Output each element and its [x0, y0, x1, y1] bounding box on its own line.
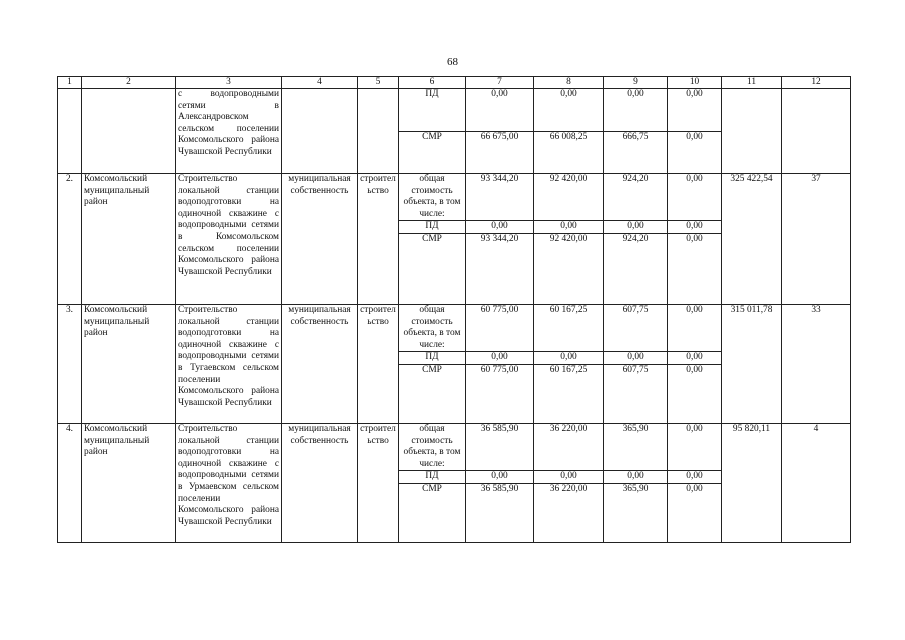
cell-num: 3.: [58, 304, 82, 423]
investment-table: [57, 76, 851, 543]
table-row-total: [58, 304, 851, 351]
cell-cost-label: общая стоимость объекта, в том числе:: [399, 423, 466, 470]
cell-value-10: 0,00: [668, 131, 722, 174]
cell-value-10: 0,00: [668, 423, 722, 470]
cell-num: 4.: [58, 423, 82, 542]
cell-value-9: 924,20: [604, 233, 668, 304]
cell-num: [58, 89, 82, 174]
cell-district: Комсомольский муниципальный район: [82, 304, 176, 423]
column-number: 6: [399, 77, 466, 89]
cell-object-name: с водопроводными сетями в Александровском сельском поселении Комсомольского района Чувашской Республики: [176, 89, 282, 174]
cell-value-7: 36 585,90: [466, 423, 534, 470]
column-number: 11: [722, 77, 782, 89]
cell-object-name: Строительство локальной станции водоподготовки на одиночной скважине с водопроводными сетями в Комсомольском сельском поселении Комсомольского района Чувашской Республики: [176, 174, 282, 305]
cell-col-12: 33: [782, 304, 851, 423]
cell-col-12: 4: [782, 423, 851, 542]
column-number: 4: [282, 77, 358, 89]
cell-type: [358, 89, 399, 174]
cell-cost-label: СМР: [399, 483, 466, 542]
cell-value-8: 60 167,25: [534, 364, 604, 423]
cell-district: Комсомольский муниципальный район: [82, 174, 176, 305]
cell-value-7: 0,00: [466, 471, 534, 484]
column-number: 5: [358, 77, 399, 89]
cell-district: [82, 89, 176, 174]
table-row-continuation-pd: [58, 89, 851, 132]
cell-cost-label: ПД: [399, 221, 466, 234]
cell-value-8: 0,00: [534, 352, 604, 365]
cell-value-10: 0,00: [668, 89, 722, 132]
cell-value-10: 0,00: [668, 174, 722, 221]
cell-value-10: 0,00: [668, 352, 722, 365]
cell-value-8: 36 220,00: [534, 423, 604, 470]
cell-value-10: 0,00: [668, 483, 722, 542]
cell-value-8: 92 420,00: [534, 233, 604, 304]
cell-value-10: 0,00: [668, 221, 722, 234]
cell-value-10: 0,00: [668, 304, 722, 351]
cell-district: Комсомольский муниципальный район: [82, 423, 176, 542]
cell-value-9: 607,75: [604, 304, 668, 351]
column-number: 9: [604, 77, 668, 89]
cell-value-7: 0,00: [466, 221, 534, 234]
cell-value-7: 0,00: [466, 89, 534, 132]
cell-col-12: 37: [782, 174, 851, 305]
cell-cost-label: общая стоимость объекта, в том числе:: [399, 304, 466, 351]
cell-col-12: [782, 89, 851, 174]
cell-col-11: 95 820,11: [722, 423, 782, 542]
cell-value-9: 666,75: [604, 131, 668, 174]
cell-cost-label: СМР: [399, 233, 466, 304]
cell-value-8: 92 420,00: [534, 174, 604, 221]
cell-cost-label: ПД: [399, 471, 466, 484]
cell-value-9: 0,00: [604, 352, 668, 365]
cell-value-8: 66 008,25: [534, 131, 604, 174]
cell-value-7: 36 585,90: [466, 483, 534, 542]
cell-value-9: 365,90: [604, 483, 668, 542]
column-number: 10: [668, 77, 722, 89]
cell-type: строительство: [358, 174, 399, 305]
cell-type: строительство: [358, 423, 399, 542]
column-number: 7: [466, 77, 534, 89]
cell-value-9: 0,00: [604, 221, 668, 234]
cell-value-10: 0,00: [668, 364, 722, 423]
column-number: 2: [82, 77, 176, 89]
column-number: 8: [534, 77, 604, 89]
cell-value-8: 0,00: [534, 221, 604, 234]
column-numbers-row: [58, 77, 851, 89]
cell-value-7: 93 344,20: [466, 233, 534, 304]
column-number: 1: [58, 77, 82, 89]
cell-cost-label: СМР: [399, 131, 466, 174]
cell-value-9: 0,00: [604, 89, 668, 132]
table-row-total: [58, 174, 851, 221]
cell-value-7: 60 775,00: [466, 364, 534, 423]
cell-value-10: 0,00: [668, 471, 722, 484]
cell-cost-label: ПД: [399, 89, 466, 132]
page-number: 68: [447, 56, 458, 68]
cell-col-11: [722, 89, 782, 174]
cell-value-7: 93 344,20: [466, 174, 534, 221]
cell-value-9: 924,20: [604, 174, 668, 221]
cell-ownership: [282, 89, 358, 174]
cell-value-8: 60 167,25: [534, 304, 604, 351]
cell-value-7: 0,00: [466, 352, 534, 365]
cell-cost-label: СМР: [399, 364, 466, 423]
cell-object-name: Строительство локальной станции водоподготовки на одиночной скважине с водопроводными сетями в Тугаевском сельском поселении Комсомольского района Чувашской Республики: [176, 304, 282, 423]
cell-cost-label: ПД: [399, 352, 466, 365]
cell-col-11: 325 422,54: [722, 174, 782, 305]
table-row-total: [58, 423, 851, 470]
cell-value-9: 365,90: [604, 423, 668, 470]
cell-object-name: Строительство локальной станции водоподготовки на одиночной скважине с водопроводными сетями в Урмаевском сельском поселении Комсомольского района Чувашской Республики: [176, 423, 282, 542]
cell-ownership: муниципальная собственность: [282, 423, 358, 542]
cell-type: строительство: [358, 304, 399, 423]
cell-col-11: 315 011,78: [722, 304, 782, 423]
cell-value-8: 0,00: [534, 89, 604, 132]
cell-value-8: 0,00: [534, 471, 604, 484]
cell-cost-label: общая стоимость объекта, в том числе:: [399, 174, 466, 221]
cell-value-9: 0,00: [604, 471, 668, 484]
column-number: 12: [782, 77, 851, 89]
cell-value-8: 36 220,00: [534, 483, 604, 542]
cell-ownership: муниципальная собственность: [282, 304, 358, 423]
cell-value-10: 0,00: [668, 233, 722, 304]
cell-value-9: 607,75: [604, 364, 668, 423]
cell-num: 2.: [58, 174, 82, 305]
column-number: 3: [176, 77, 282, 89]
cell-value-7: 66 675,00: [466, 131, 534, 174]
cell-ownership: муниципальная собственность: [282, 174, 358, 305]
cell-value-7: 60 775,00: [466, 304, 534, 351]
